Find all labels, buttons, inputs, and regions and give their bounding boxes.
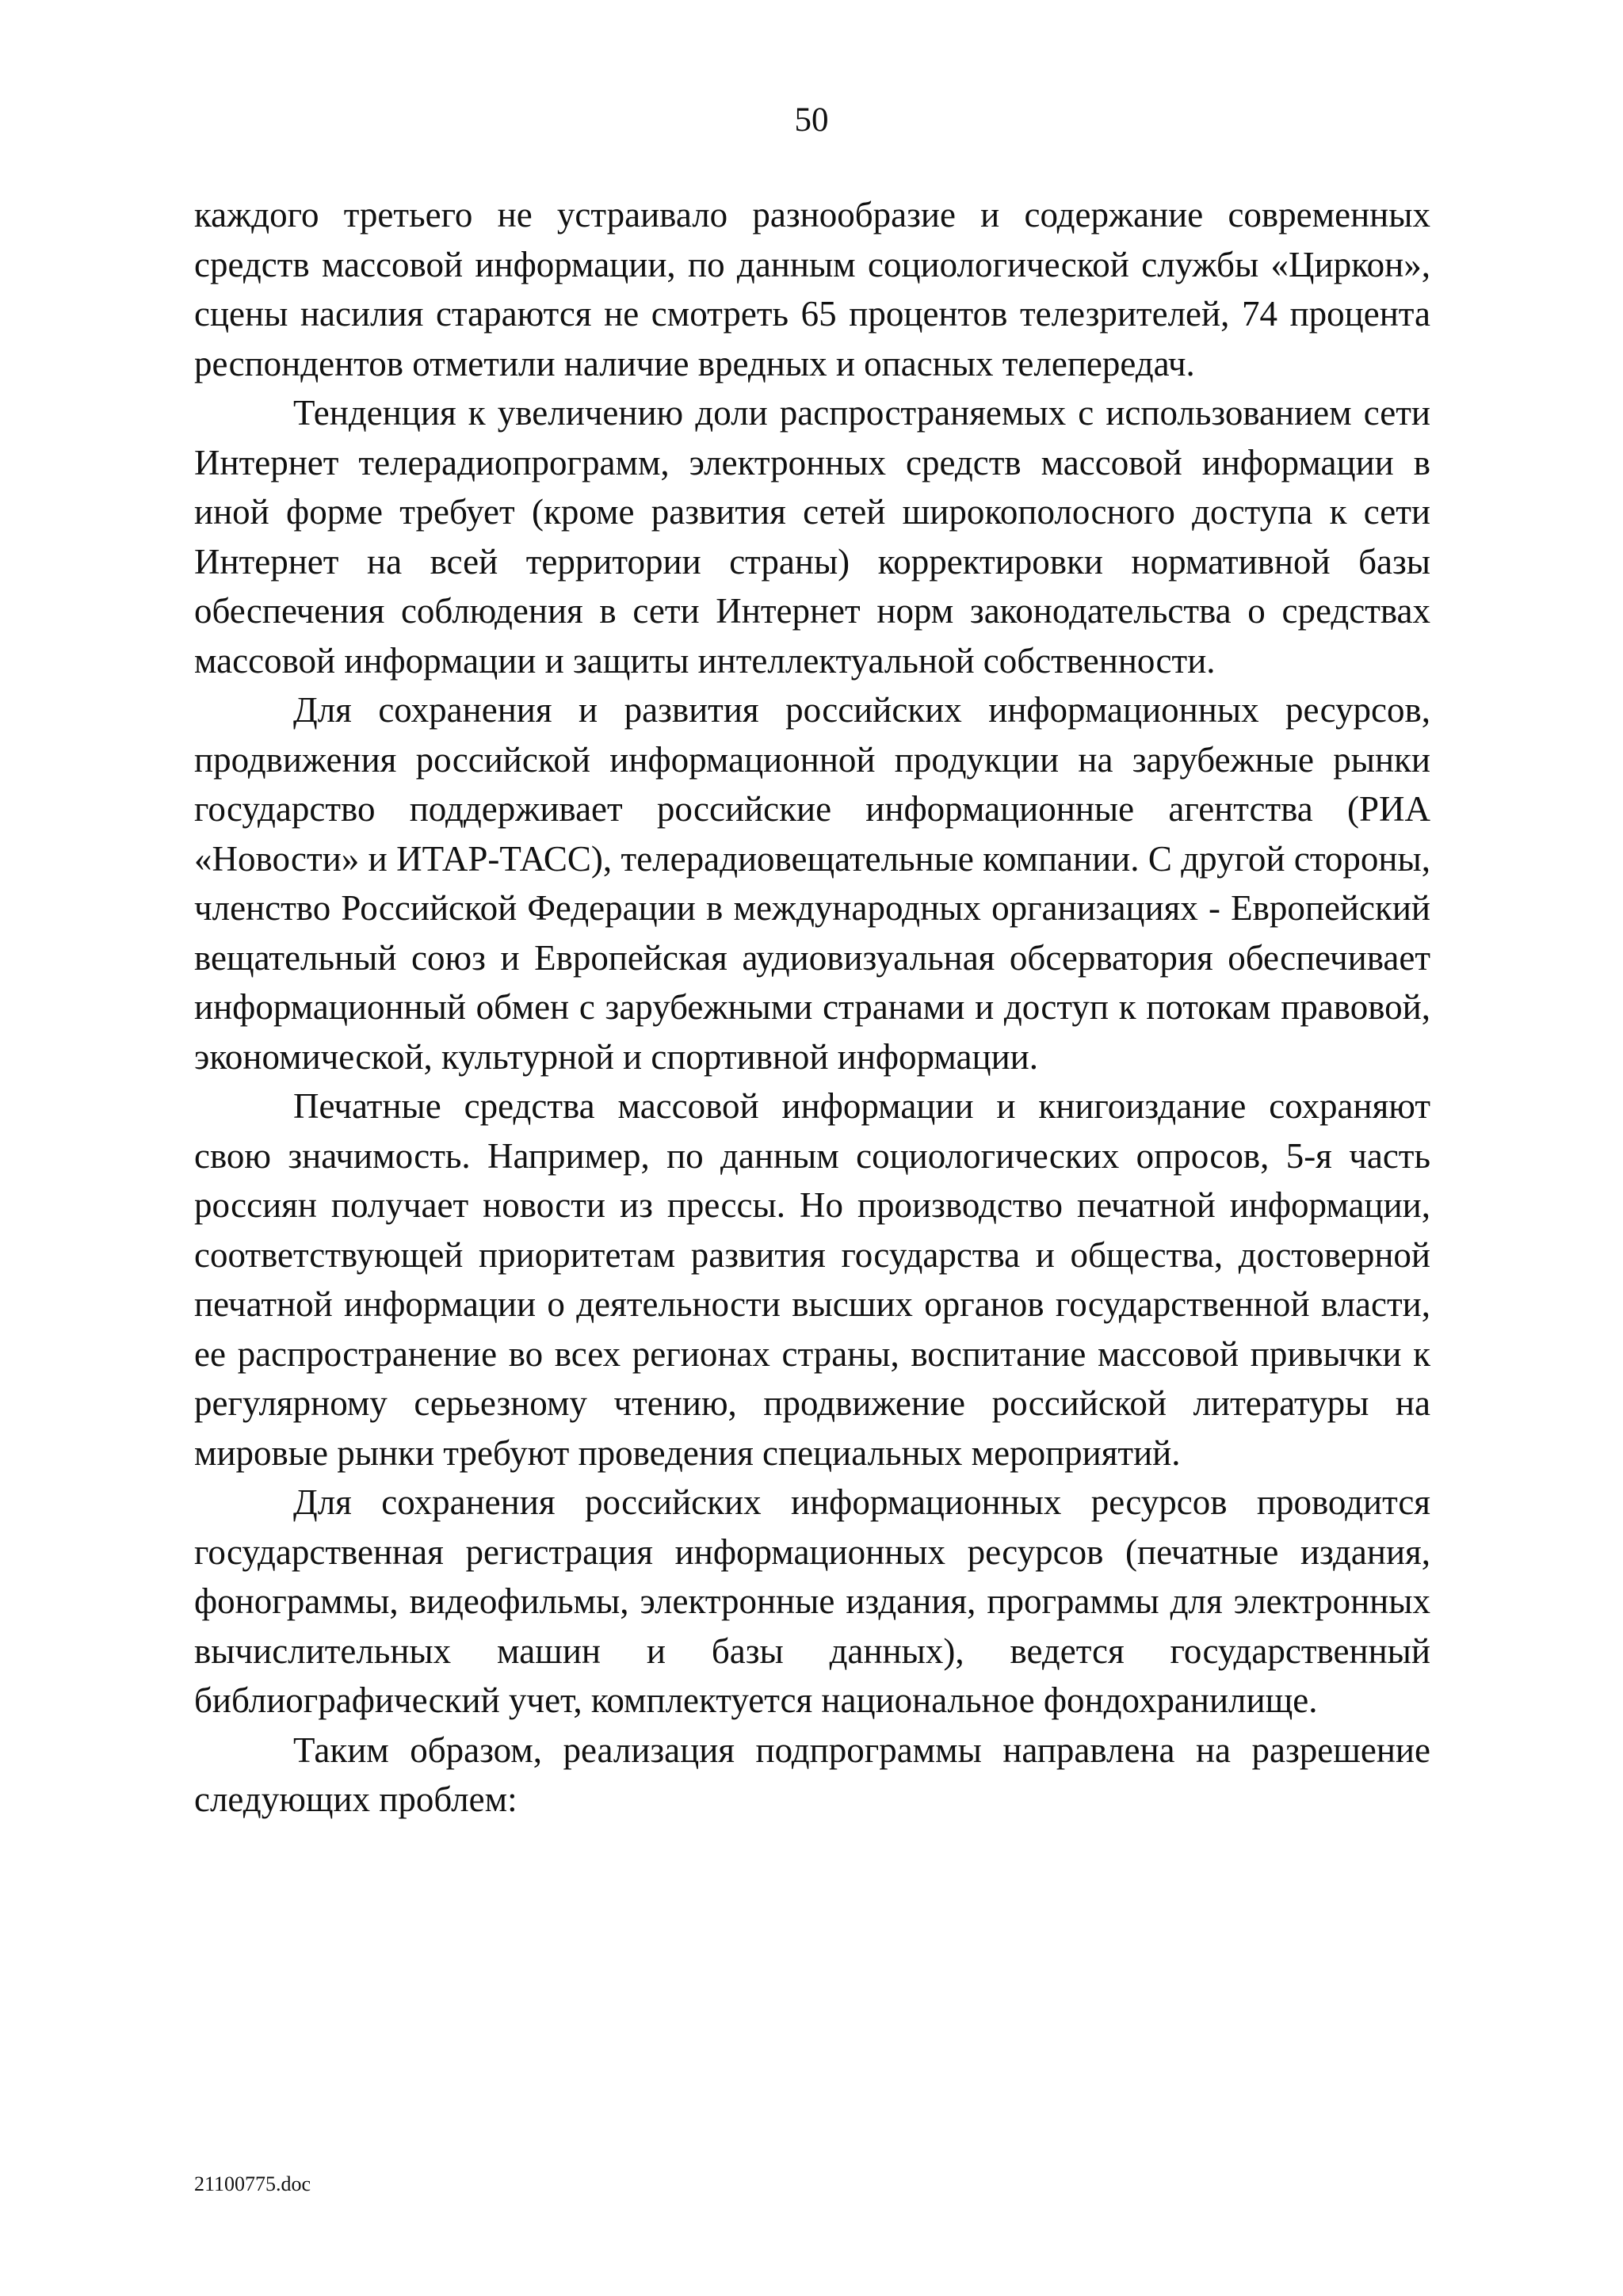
paragraph-continuation: каждого третьего не устраивало разнообразие и содержание современных средств массовой информации, по данным социологической службы «Циркон», сцены насилия стараются не смотреть 65 процентов телезрителей, 74 процента респондентов отметили наличие вредных и опасных телепередач. <box>194 195 1430 383</box>
paragraph-print-media: Печатные средства массовой информации и книгоиздание сохраняют свою значимость. Например, по данным социологических опросов, 5-я часть россиян получает новости из прессы. Но производство печатной информации, соответствующей приоритетам развития государства и общества, достоверной печатной информации о деятельности высших органов государственной власти, ее распространение во всех регионах страны, воспитание массовой привычки к регулярному серьезному чтению, продвижение российской литературы на мировые рынки требуют проведения специальных мероприятий. <box>194 1086 1430 1473</box>
page-number: 50 <box>794 101 829 139</box>
paragraph-internet-trend: Тенденция к увеличению доли распространяемых с использованием сети Интернет телерадиопрограмм, электронных средств массовой информации в иной форме требует (кроме развития сетей широкополосного доступа к сети Интернет на всей территории страны) корректировки нормативной базы обеспечения соблюдения в сети Интернет норм законодательства о средствах массовой информации и защиты интеллектуальной собственности. <box>194 393 1430 681</box>
body-text <box>194 190 1430 1825</box>
paragraph-information-resources: Для сохранения и развития российских информационных ресурсов, продвижения российской информационной продукции на зарубежные рынки государство поддерживает российские информационные агентства (РИА «Новости» и ИТАР-ТАСС), телерадиовещательные компании. С другой стороны, членство Российской Федерации в международных организациях - Европейский вещательный союз и Европейская аудиовизуальная обсерватория обеспечивает информационный обмен с зарубежными странами и доступ к потокам правовой, экономической, культурной и спортивной информации. <box>194 690 1430 1077</box>
paragraph-registration: Для сохранения российских информационных ресурсов проводится государственная регистрация информационных ресурсов (печатные издания, фонограммы, видеофильмы, электронные издания, программы для электронных вычислительных машин и базы данных), ведется государственный библиографический учет, комплектуется национальное фондохранилище. <box>194 1482 1430 1720</box>
footer-filename: 21100775.doc <box>194 2172 311 2195</box>
paragraph-conclusion: Таким образом, реализация подпрограммы направлена на разрешение следующих проблем: <box>194 1730 1430 1819</box>
